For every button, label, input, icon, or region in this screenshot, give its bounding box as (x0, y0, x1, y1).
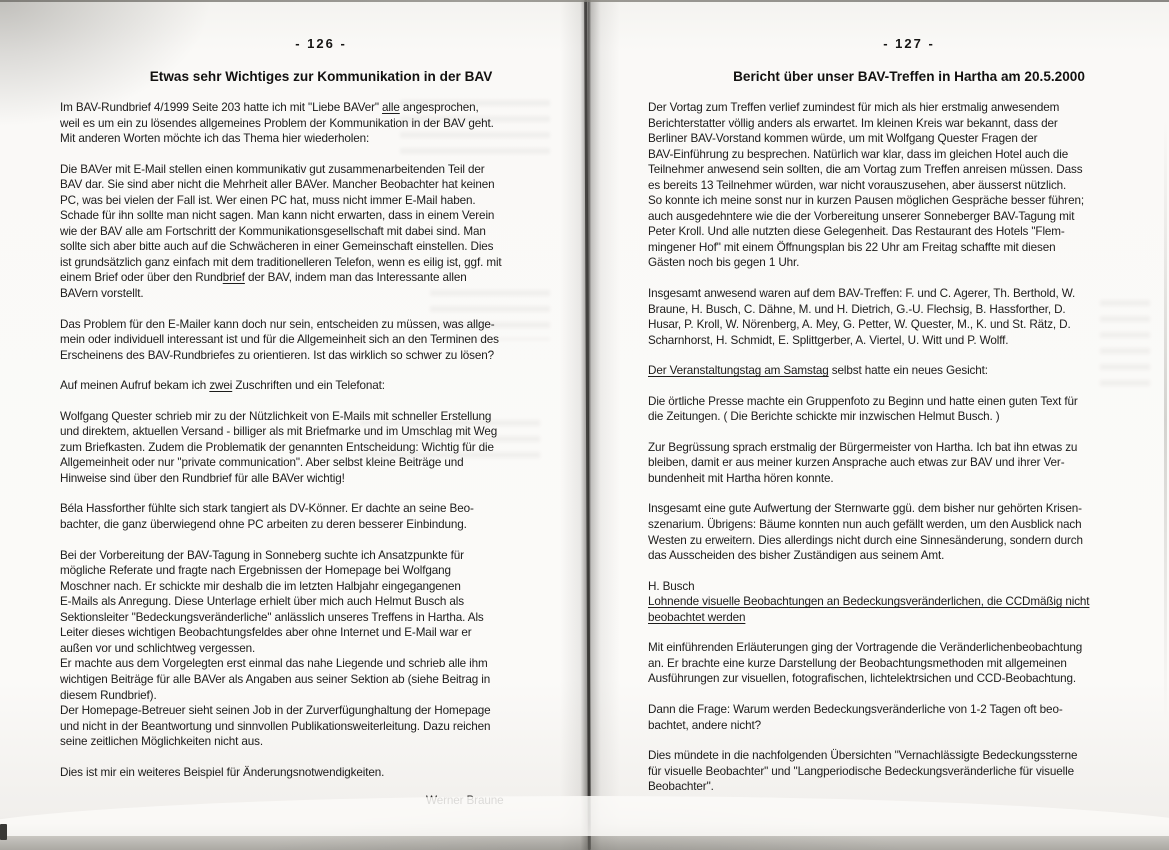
paragraph (60, 162, 582, 302)
text-line: E-Mails als Anregung. Diese Unterlage erhielt über mich auch Helmut Busch als (60, 595, 464, 609)
text-line: Er machte aus dem Vorgelegten erst einmal das nahe Liegende und schrieb alle ihm (60, 657, 488, 671)
article-body-right (648, 100, 1169, 795)
paragraph (648, 363, 1169, 379)
text-line: Bei der Vorbereitung der BAV-Tagung in Sonneberg suchte ich Ansatzpunkte für (60, 548, 464, 562)
text-line: Der Vortag zum Treffen verlief zumindest für mich als hier erstmalig anwesendem (648, 101, 1060, 114)
text-line: Lohnende visuelle Beobachtungen an Bedeckungsveränderlichen, die CCDmäßig nicht (648, 595, 1090, 609)
text-line: Dies ist mir ein weiteres Beispiel für Änderungsnotwendigkeiten. (60, 765, 385, 779)
paragraph (60, 765, 582, 781)
text-line: szenarium. Übrigens: Bäume konnten nun auch gefällt werden, um den Ausblick nach (648, 518, 1082, 532)
text-line: Der Veranstaltungstag am Samstag selbst hatte ein neues Gesicht: (648, 364, 988, 378)
paragraph (60, 100, 582, 147)
text-line: Béla Hassforther fühlte sich stark tangiert als DV-Könner. Er dachte an seine Beo- (60, 502, 474, 516)
text-line: Mit anderen Worten möchte ich das Thema hier wiederholen: (60, 132, 370, 146)
paragraph (648, 640, 1169, 687)
text-line: Zur Begrüssung sprach erstmalig der Bürgermeister von Hartha. Ich bat ihn etwas zu (648, 440, 1078, 454)
text-line: Die BAVer mit E-Mail stellen einen kommunikativ gut zusammenarbeitenden Teil der (60, 162, 485, 176)
article-body-left (60, 100, 582, 780)
text-line: Insgesamt eine gute Aufwertung der Sternwarte ggü. dem bisher nur gehörten Krisen- (648, 502, 1082, 516)
text-line: Dann die Frage: Warum werden Bedeckungsveränderliche von 1-2 Tagen oft beo- (648, 702, 1063, 716)
scan-right-edge-streak (1164, 120, 1167, 720)
text-line: bundenheit mit Hartha hören konnte. (648, 471, 834, 485)
text-line: mögliche Referate und fragte nach Ergebnissen der Homepage bei Wolfgang (60, 564, 451, 578)
text-line: Die örtliche Presse machte ein Gruppenfoto zu Beginn und hatte einen guten Text für (648, 394, 1078, 408)
text-line: mingener Hof" mit einem Öffnungsplan bis 22 Uhr am Freitag schaffte mit diesen (648, 240, 1056, 254)
text-line: außen vor und schlichtweg vergessen. (60, 641, 256, 655)
text-line: Dies mündete in die nachfolgenden Übersichten "Vernachlässigte Bedeckungssterne (648, 749, 1078, 763)
text-line: So konnte ich meine sonst nur in kurzen Pausen möglichen Gespräche besser führen; (648, 194, 1084, 208)
page-left (60, 0, 582, 850)
text-line: Wolfgang Quester schrieb mir zu der Nützlichkeit von E-Mails mit schneller Erstellung (60, 409, 492, 423)
text-line: Allgemeinheit oder nur "private communication". Aber selbst kleine Beiträge und (60, 456, 464, 470)
text-line: BAV-Einführung zu besprechen. Natürlich war klar, dass im gleichen Hotel auch die (648, 147, 1069, 161)
page-number-right: - 127 - (883, 36, 935, 51)
text-line: Sektionsleiter "Bedeckungsveränderliche" anlässlich unseres Treffens in Hartha. Als (60, 610, 484, 624)
text-line: BAVern vorstellt. (60, 287, 144, 301)
text-line: Insgesamt anwesend waren auf dem BAV-Treffen: F. und C. Agerer, Th. Berthold, W. (648, 287, 1076, 301)
paragraph (648, 579, 1169, 626)
text-line: Husar, P. Kroll, W. Nörenberg, A. Mey, G. Petter, W. Quester, M., K. und St. Rätz, D. (648, 318, 1071, 332)
text-line: Berliner BAV-Vorstand kommen würde, um mit Wolfgang Quester Fragen der (648, 132, 1038, 146)
paragraph (648, 286, 1169, 348)
paragraph (648, 702, 1169, 733)
text-line: mein oder individuell interessant ist und für die Allgemeinheit sich an den Terminen des (60, 333, 499, 347)
text-line: Peter Kroll. Und alle nutzten diese Gelegenheit. Das Restaurant des Hotels "Flem- (648, 225, 1065, 239)
text-line: Erscheinens des BAV-Rundbriefes zu orientieren. Ist das wirklich so schwer zu lösen? (60, 348, 495, 362)
text-line: Hinweise sind über den Rundbrief für alle BAVer wichtig! (60, 471, 345, 485)
text-line: wie der BAV alle am Fortschritt der Kommunikationsgesellschaft mit dabei sind. Man (60, 224, 486, 238)
text-line: zum Briefkasten. Zudem die Problematik der genannten Entscheidung: Wichtig für die (60, 440, 494, 454)
text-line: Moschner nach. Er schickte mir deshalb die im letzten Halbjahr eingegangenen (60, 579, 461, 593)
text-line: Beobachter". (648, 780, 714, 794)
text-line: die Zeitungen. ( Die Berichte schickte mir inzwischen Helmut Busch. ) (648, 410, 1000, 424)
text-line: Der Homepage-Betreuer sieht seinen Job in der Zurverfügunghaltung der Homepage (60, 704, 491, 718)
text-line: sollte sich aber bitte auch auf die Schwächeren in einer Gemeinschaft einstellen. Dies (60, 240, 494, 254)
paragraph (648, 394, 1169, 425)
paragraph (648, 100, 1169, 271)
paragraph (60, 501, 582, 532)
text-line: Ausführungen zur visuellen, fotografischen, lichtelektrsichen und CCD-Beobachtung. (648, 672, 1077, 686)
page-number-left: - 126 - (295, 36, 347, 51)
text-line: PC, was bei vielen der Fall ist. Wer einen PC hat, muss nicht immer E-Mail haben. (60, 193, 476, 207)
text-line: Gästen noch bis gegen 1 Uhr. (648, 256, 800, 270)
text-line: Westen zu erweitern. Dies allerdings nicht durch eine Sinnesänderung, sondern durch (648, 533, 1083, 547)
text-line: bachtet, andere nicht? (648, 718, 762, 732)
text-line: Leiter dieses wichtigen Beobachtungsfeldes aber ohne Internet und E-Mail war er (60, 626, 472, 640)
text-line: Mit einführenden Erläuterungen ging der Vortragende die Veränderlichenbeobachtung (648, 641, 1083, 655)
text-line: ist grundsätzlich ganz einfach mit dem traditionelleren Telefon, wenn es eilig ist, ggf. mit (60, 255, 502, 269)
text-line: Teilnehmer anwesend sein sollten, die am Vortag zum Treffen anreisen müssen. Dass (648, 163, 1083, 177)
text-line: weil es um ein zu lösendes allgemeines Problem der Kommunikation in der BAV geht. (60, 116, 494, 130)
page-right (648, 0, 1169, 850)
paragraph (60, 317, 582, 364)
text-line: und nicht in der Beantwortung und sinnvollen Publikationsweiterleitung. Dazu reichen (60, 719, 491, 733)
text-line: für visuelle Beobachter" und "Langperiodische Bedeckungsveränderliche für visuelle (648, 764, 1074, 778)
paragraph (648, 501, 1169, 563)
text-line: es bereits 13 Teilnehmer würden, war nicht vorauszusehen, aber äusserst nützlich. (648, 178, 1067, 192)
text-line: Im BAV-Rundbrief 4/1999 Seite 203 hatte ich mit "Liebe BAVer" alle angesprochen, (60, 101, 479, 114)
text-line: das Ausscheiden des bisher Zuständigen aus seinem Amt. (648, 549, 945, 563)
paragraph (648, 440, 1169, 487)
text-line: an. Er brachte eine kurze Darstellung der Beobachtungsmethoden mit allgemeinen (648, 656, 1067, 670)
text-line: einem Brief oder über den Rundbrief der BAV, indem man das Interessante allen (60, 271, 467, 285)
text-line: Braune, H. Busch, C. Dähne, M. und H. Dietrich, G.-U. Flechsig, B. Hassforther, D. (648, 302, 1066, 316)
text-line: diesem Rundbrief). (60, 688, 157, 702)
paragraph (60, 548, 582, 750)
text-line: Berichterstatter völlig anders als erwartet. Im kleinen Kreis war bekannt, dass der (648, 116, 1058, 130)
text-line: wichtigen Beiträge für alle BAVer als Angaben aus seiner Sektion ab (siehe Beitrag in (60, 672, 491, 686)
text-line: Schade für ihn sollte man nicht sagen. Man kann nicht erwarten, dass in einem Verein (60, 209, 495, 223)
scan-top-edge (0, 0, 1169, 2)
article-title-left: Etwas sehr Wichtiges zur Kommunikation in der BAV (149, 69, 493, 84)
article-title-right: Bericht über unser BAV-Treffen in Hartha am 20.5.2000 (733, 69, 1085, 84)
text-line: bleiben, damit er aus meiner kurzen Ansprache auch etwas zur BAV und ihrer Ver- (648, 456, 1065, 470)
paragraph (60, 409, 582, 487)
text-line: bachter, die ganz überwiegend ohne PC arbeiten zu deren besserer Einbindung. (60, 518, 467, 532)
paragraph (60, 378, 582, 394)
text-line: H. Busch (648, 579, 695, 593)
text-line: Scharnhorst, H. Schmidt, E. Splittgerber, A. Viertel, U. Witt und P. Wolff. (648, 333, 1009, 347)
text-line: BAV dar. Sie sind aber nicht die Mehrheit aller BAVer. Mancher Beobachter hat keinen (60, 178, 495, 192)
text-line: beobachtet werden (648, 610, 746, 624)
text-line: Auf meinen Aufruf bekam ich zwei Zuschriften und ein Telefonat: (60, 379, 385, 393)
paragraph (648, 748, 1169, 795)
text-line: auch ausgedehntere wie die der Vorbereitung unserer Sonneberger BAV-Tagung mit (648, 209, 1075, 223)
text-line: und direktem, aktuellen Versand - billiger als mit Briefmarke und im Umschlag mit Weg (60, 425, 498, 439)
text-line: seine zeitlichen Möglichkeiten nicht aus. (60, 735, 263, 749)
text-line: Das Problem für den E-Mailer kann doch nur sein, entscheiden zu müssen, was allge- (60, 317, 495, 331)
scan-corner-mark (0, 824, 7, 840)
